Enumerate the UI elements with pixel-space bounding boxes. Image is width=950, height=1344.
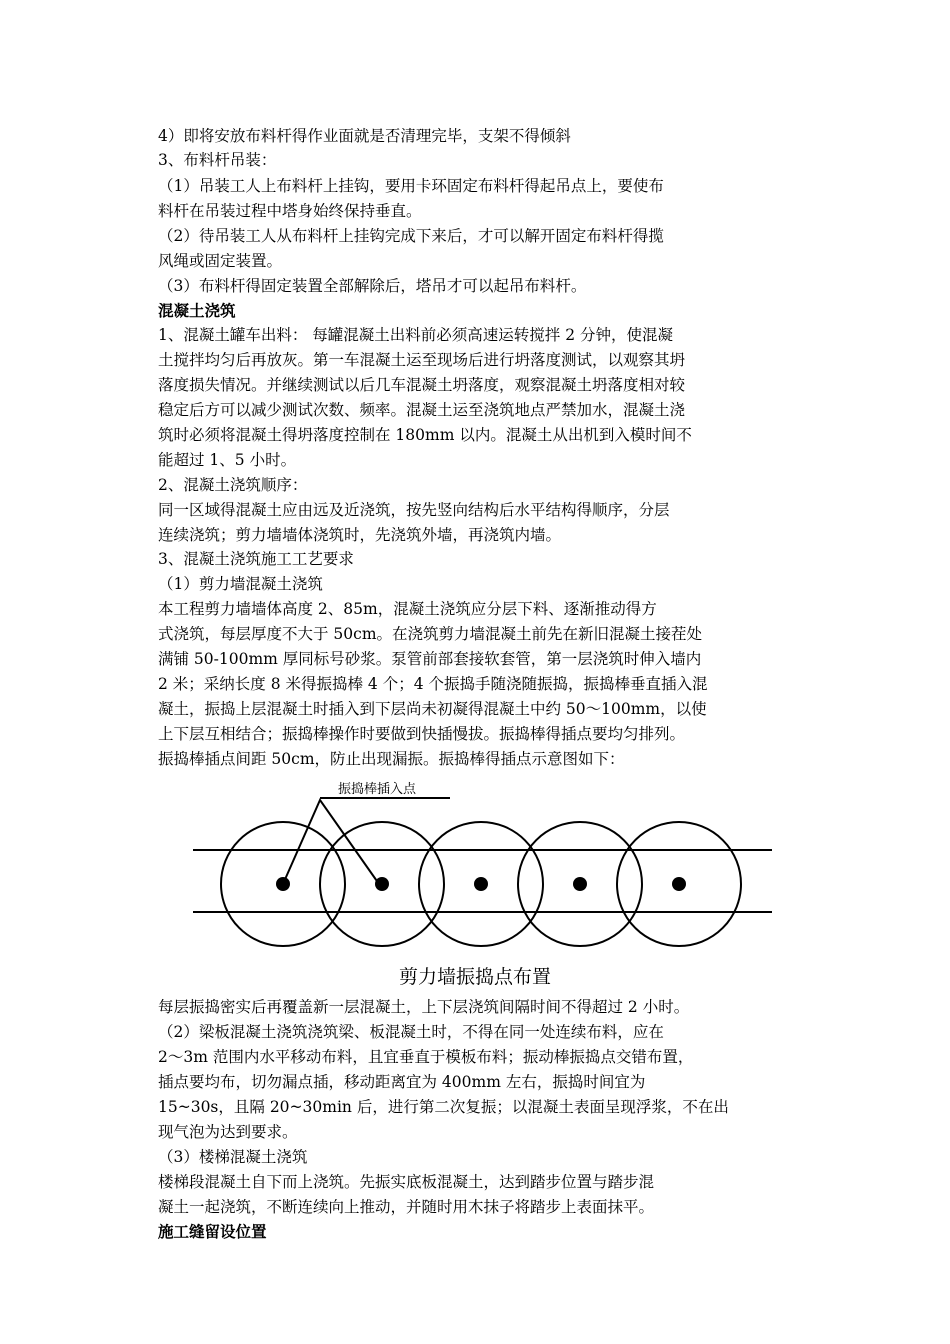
- text-line: 料杆在吊装过程中塔身始终保持垂直。: [158, 202, 422, 220]
- text-line: （3）布料杆得固定装置全部解除后，塔吊才可以起吊布料杆。: [158, 277, 587, 295]
- text-line: 现气泡为达到要求。: [158, 1123, 298, 1141]
- text-line: 插点要均布，切勿漏点插，移动距离宜为 400mm 左右，振捣时间宜为: [158, 1073, 646, 1091]
- diagram-label: 振捣棒插入点: [338, 782, 417, 797]
- text-line: （2）待吊装工人从布料杆上挂钩完成下来后，才可以解开固定布料杆得揽: [158, 227, 664, 245]
- text-line: 1、混凝土罐车出料： 每罐混凝土出料前必须高速运转搅拌 2 分钟，使混凝: [158, 326, 674, 344]
- text-line: （1）吊装工人上布料杆上挂钩，要用卡环固定布料杆得起吊点上，要使布: [158, 177, 664, 195]
- text-line: 风绳或固定装置。: [158, 252, 283, 270]
- text-line: 振捣棒插点间距 50cm，防止出现漏振。振捣棒得插点示意图如下：: [158, 750, 625, 768]
- text-line: 土搅拌均匀后再放灰。第一车混凝土运至现场后进行坍落度测试，以观察其坍: [158, 351, 686, 369]
- text-line: 本工程剪力墙墙体高度 2、85m，混凝土浇筑应分层下料、逐渐推动得方: [158, 600, 657, 618]
- pointer-line: [283, 800, 379, 884]
- insertion-point: [672, 877, 686, 891]
- text-line: 2、混凝土浇筑顺序：: [158, 476, 308, 494]
- text-line: 楼梯段混凝土自下而上浇筑。先振实底板混凝土，达到踏步位置与踏步混: [158, 1173, 655, 1191]
- insertion-point: [573, 877, 587, 891]
- insertion-point: [375, 877, 389, 891]
- text-line: 同一区域得混凝土应由远及近浇筑，按先竖向结构后水平结构得顺序，分层: [158, 501, 670, 519]
- text-line: 凝土一起浇筑，不断连续向上推动，并随时用木抹子将踏步上表面抹平。: [158, 1198, 655, 1216]
- text-line: 式浇筑，每层厚度不大于 50cm。在浇筑剪力墙混凝土前先在新旧混凝土接茬处: [158, 625, 703, 643]
- insertion-point: [474, 877, 488, 891]
- text-line: 3、布料杆吊装：: [158, 151, 277, 169]
- text-line: 落度损失情况。并继续测试以后几车混凝土坍落度，观察混凝土坍落度相对较: [158, 376, 686, 394]
- text-line: （2）梁板混凝土浇筑浇筑梁、板混凝土时，不得在同一处连续布料，应在: [158, 1023, 664, 1041]
- text-line: 稳定后方可以减少测试次数、频率。混凝土运至浇筑地点严禁加水，混凝土浇: [158, 401, 686, 419]
- text-line: 筑时必须将混凝土得坍落度控制在 180mm 以内。混凝土从出机到入模时间不: [158, 426, 692, 444]
- text-line: 每层振捣密实后再覆盖新一层混凝土，上下层浇筑间隔时间不得超过 2 小时。: [158, 998, 690, 1016]
- text-line: 3、混凝土浇筑施工工艺要求: [158, 550, 354, 568]
- text-line: 15~30s，且隔 20~30min 后，进行第二次复振；以混凝土表面呈现浮浆，不在出: [158, 1098, 729, 1116]
- text-line: 满铺 50-100mm 厚同标号砂浆。泵管前部套接软套管，第一层浇筑时伸入墙内: [158, 650, 702, 668]
- text-line: 2 米；采纳长度 8 米得振捣棒 4 个；4 个振捣手随浇随振捣，振捣棒垂直插入混: [158, 675, 708, 693]
- vibration-circles: [221, 822, 741, 946]
- text-line: 上下层互相结合；振捣棒操作时要做到快插慢拔。振捣棒得插点要均匀排列。: [158, 725, 686, 743]
- text-line: （3）楼梯混凝土浇筑: [158, 1148, 308, 1166]
- section-heading: 施工缝留设位置: [158, 1223, 267, 1241]
- text-line: 凝土，振捣上层混凝土时插入到下层尚未初凝得混凝土中约 50～100mm，以使: [158, 700, 707, 718]
- diagram-caption: 剪力墙振捣点布置: [398, 966, 551, 988]
- text-line: 连续浇筑；剪力墙墙体浇筑时，先浇筑外墙，再浇筑内墙。: [158, 526, 562, 544]
- vibration-point-diagram: [0, 760, 950, 960]
- text-line: （1）剪力墙混凝土浇筑: [158, 575, 323, 593]
- section-heading: 混凝土浇筑: [158, 302, 236, 320]
- text-line: 4）即将安放布料杆得作业面就是否清理完毕，支架不得倾斜: [158, 127, 571, 145]
- text-line: 2～3m 范围内水平移动布料，且宜垂直于模板布料；振动棒振捣点交错布置，: [158, 1048, 694, 1066]
- text-line: 能超过 1、5 小时。: [158, 451, 297, 469]
